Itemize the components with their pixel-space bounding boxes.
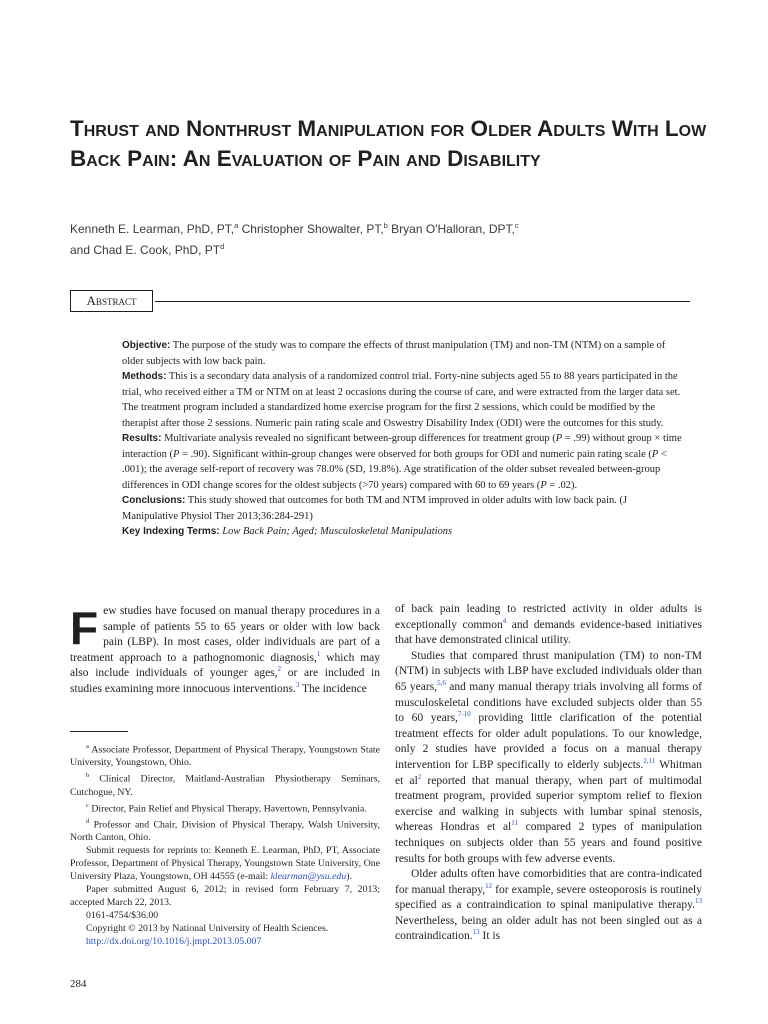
abstract-methods bbox=[122, 369, 682, 431]
affiliation-marker: c bbox=[86, 801, 89, 809]
key-terms-label: Key Indexing Terms: bbox=[122, 526, 220, 537]
conclusions-text: This study showed that outcomes for both TM and NTM improved in older adults with low back pain. (J Manipulative Physiol Ther 2013;36:284-291) bbox=[122, 495, 628, 522]
body-text: or are included in studies examining more innocuous interventions. bbox=[70, 667, 380, 695]
submission-dates: Paper submitted August 6, 2012; in revised form February 7, 2013; accepted March 22, 2013. bbox=[70, 884, 380, 909]
footnote-text: ). bbox=[346, 871, 352, 883]
body-paragraph bbox=[395, 649, 702, 867]
body-text: compared 2 types of manipulation techniques on subjects older than 55 years and found positive results for both groups with few adverse events. bbox=[395, 821, 702, 865]
copyright-line: Copyright © 2013 by National University of Health Sciences. bbox=[86, 923, 329, 935]
body-text: which may also include individuals of younger ages, bbox=[70, 651, 380, 680]
article-title: Thrust and Nonthrust Manipulation for Older Adults With Low Back Pain: An Evaluation of Pain and Disability bbox=[70, 116, 707, 171]
citation-link[interactable]: 3 bbox=[295, 681, 300, 690]
email-link[interactable]: klearman@ysu.edu bbox=[270, 871, 347, 883]
citation-link[interactable]: 4 bbox=[502, 616, 507, 625]
abstract-objective bbox=[122, 338, 682, 369]
body-text: for example, severe osteoporosis is routinely specified as a contraindication to spinal manipulative therapy. bbox=[395, 883, 702, 912]
citation-link[interactable]: 13 bbox=[695, 897, 702, 906]
reprints-note bbox=[70, 844, 380, 883]
citation-link[interactable]: 12 bbox=[485, 881, 493, 890]
doi-link[interactable]: http://dx.doi.org/10.1016/j.jmpt.2013.05.007 bbox=[86, 936, 262, 948]
abstract-key-terms bbox=[122, 524, 682, 540]
methods-label: Methods: bbox=[122, 371, 167, 382]
footnote-text: Associate Professor, Department of Physical Therapy, Youngstown State University, Youngstown, Ohio. bbox=[70, 744, 380, 769]
citation-link[interactable]: 11 bbox=[511, 819, 518, 828]
affiliation-marker: b bbox=[86, 772, 90, 780]
body-text: Nevertheless, being an older adult has not been singled out as a contraindication. bbox=[395, 914, 702, 943]
footnote-divider bbox=[70, 731, 128, 732]
author-learman: Kenneth E. Learman, PhD, PT, bbox=[70, 222, 235, 236]
results-text: = .90). Significant within-group changes were observed for both groups for ODI and numeric pain rating scale ( bbox=[179, 448, 652, 460]
footnote-text: Clinical Director, Maitland-Australian Physiotherapy Seminars, Cutchogue, NY. bbox=[70, 773, 380, 798]
citation-link[interactable]: 2 bbox=[417, 772, 422, 781]
footnote-text: Submit requests for reprints to: Kenneth E. Learman, PhD, PT, Associate Professor, Department of Physical Therapy, Youngstown State University, One University Plaza, Youngstown, OH 44555 (e-mail: bbox=[70, 845, 380, 883]
body-text: Whitman et al bbox=[395, 758, 702, 787]
citation-link[interactable]: 2 bbox=[277, 665, 282, 674]
abstract-heading: Abstract bbox=[70, 290, 153, 312]
right-column-body bbox=[395, 602, 702, 945]
objective-label: Objective: bbox=[122, 340, 171, 351]
body-text: of back pain leading to restricted activity in older adults is exceptionally common bbox=[395, 603, 702, 631]
footnote-text: Professor and Chair, Division of Physical Therapy, Walsh University, North Canton, Ohio. bbox=[70, 819, 380, 844]
body-paragraph bbox=[395, 602, 702, 649]
left-column-body bbox=[70, 604, 380, 698]
affiliation-marker: d bbox=[220, 242, 225, 251]
p-value-symbol: P bbox=[651, 448, 659, 460]
body-text: The incidence bbox=[299, 682, 367, 695]
abstract-results bbox=[122, 431, 682, 493]
citation-link[interactable]: 7-10 bbox=[457, 710, 471, 719]
affiliation-marker: b bbox=[383, 221, 388, 230]
body-text: reported that manual therapy, when part of multimodal treatment program, provided superior symptom relief to flexion exercise and walking in subjects with lumbar spinal stenosis, whereas Hondras et al bbox=[395, 774, 702, 834]
key-terms-text: Low Back Pain; Aged; Musculoskeletal Manipulations bbox=[219, 526, 453, 537]
results-text: = .99) without group × time interaction ( bbox=[122, 433, 682, 460]
author-list bbox=[70, 217, 710, 259]
p-value-symbol: P bbox=[555, 433, 563, 444]
affiliation-marker: c bbox=[514, 221, 519, 230]
citation-link[interactable]: 5,6 bbox=[437, 679, 446, 688]
footnote-b bbox=[70, 769, 380, 798]
footnotes bbox=[70, 740, 380, 948]
body-text: ew studies have focused on manual therapy procedures in a sample of patients 55 to 65 years or older with low back pain (LBP). In most cases, older individuals are part of a treatment approach to a pathognomonic diagnosis, bbox=[70, 605, 380, 664]
issn-price: 0161-4754/$36.00 bbox=[86, 910, 159, 922]
abstract-divider bbox=[155, 301, 690, 302]
body-text: and many manual therapy trials involving all forms of musculoskeletal conditions have excluded subjects older than 55 to 60 years, bbox=[395, 680, 703, 725]
affiliation-marker: a bbox=[86, 743, 89, 750]
body-text: providing little clarification of the potential treatment effects for older adult populations. To our knowledge, only 2 studies have provided a focus on a manual therapy intervention for LBP specifically to elderly subjects. bbox=[395, 712, 702, 771]
footnote-d bbox=[70, 815, 380, 844]
results-label: Results: bbox=[122, 433, 162, 444]
doi-line bbox=[70, 935, 380, 948]
body-text: Older adults often have comorbidities that are contra-indicated for manual therapy, bbox=[395, 868, 702, 896]
p-value-symbol: P bbox=[540, 479, 547, 491]
results-text: Multivariate analysis revealed no significant between-group differences for treatment group ( bbox=[161, 433, 556, 444]
abstract-conclusions bbox=[122, 493, 682, 524]
objective-text: The purpose of the study was to compare the effects of thrust manipulation (TM) and non-TM (NTM) on a sample of older subjects with low back pain. bbox=[122, 340, 666, 367]
drop-cap: F bbox=[70, 602, 99, 654]
footnote-text: Director, Pain Relief and Physical Therapy, Havertown, Pennsylvania. bbox=[88, 802, 367, 814]
conclusions-label: Conclusions: bbox=[122, 495, 186, 506]
author-cook: and Chad E. Cook, PhD, PT bbox=[70, 243, 221, 257]
p-value-symbol: P bbox=[173, 448, 180, 460]
affiliation-marker: a bbox=[234, 221, 239, 230]
body-paragraph bbox=[395, 867, 702, 945]
citation-link[interactable]: 1 bbox=[316, 649, 321, 658]
methods-text: This is a secondary data analysis of a randomized control trial. Forty-nine subjects aged 55 to 88 years participated in the trial, who received either a TM or NTM on at least 2 occasions during the course of care, and were extracted from the larger data set. The treatment program included a standardized home exercise program for the first 2 sessions, which could be modified by the therapist after those 2 sessions. Numeric pain rating scale and Oswestry Disability Index (ODI) were the outcomes for this study. bbox=[122, 371, 681, 429]
footnote-a bbox=[70, 740, 380, 769]
abstract-body bbox=[122, 338, 682, 540]
citation-link[interactable]: 13 bbox=[472, 928, 480, 937]
results-text: = .02). bbox=[546, 479, 578, 491]
results-text: < .001); the average self-report of recovery was 78.0% (SD, 19.8%). Age stratification of the older subset revealed between-group differences in ODI change scores for the oldest subjects (>70 years) compared with 60 to 69 years ( bbox=[122, 448, 667, 491]
body-text: Studies that compared thrust manipulation (TM) to non-TM (NTM) in subjects with LBP have excluded individuals older than 65 years, bbox=[395, 649, 702, 693]
author-ohalloran: Bryan O'Halloran, DPT, bbox=[387, 222, 515, 236]
footnote-c bbox=[70, 799, 380, 815]
intro-paragraph bbox=[70, 604, 380, 698]
page-number: 284 bbox=[70, 978, 87, 990]
affiliation-marker: d bbox=[86, 817, 90, 825]
body-text: It is bbox=[479, 930, 501, 943]
body-text: and demands evidence-based initiatives that have demonstrated clinical utility. bbox=[395, 618, 702, 647]
citation-link[interactable]: 2,11 bbox=[643, 757, 656, 766]
author-showalter: Christopher Showalter, PT, bbox=[238, 222, 384, 236]
